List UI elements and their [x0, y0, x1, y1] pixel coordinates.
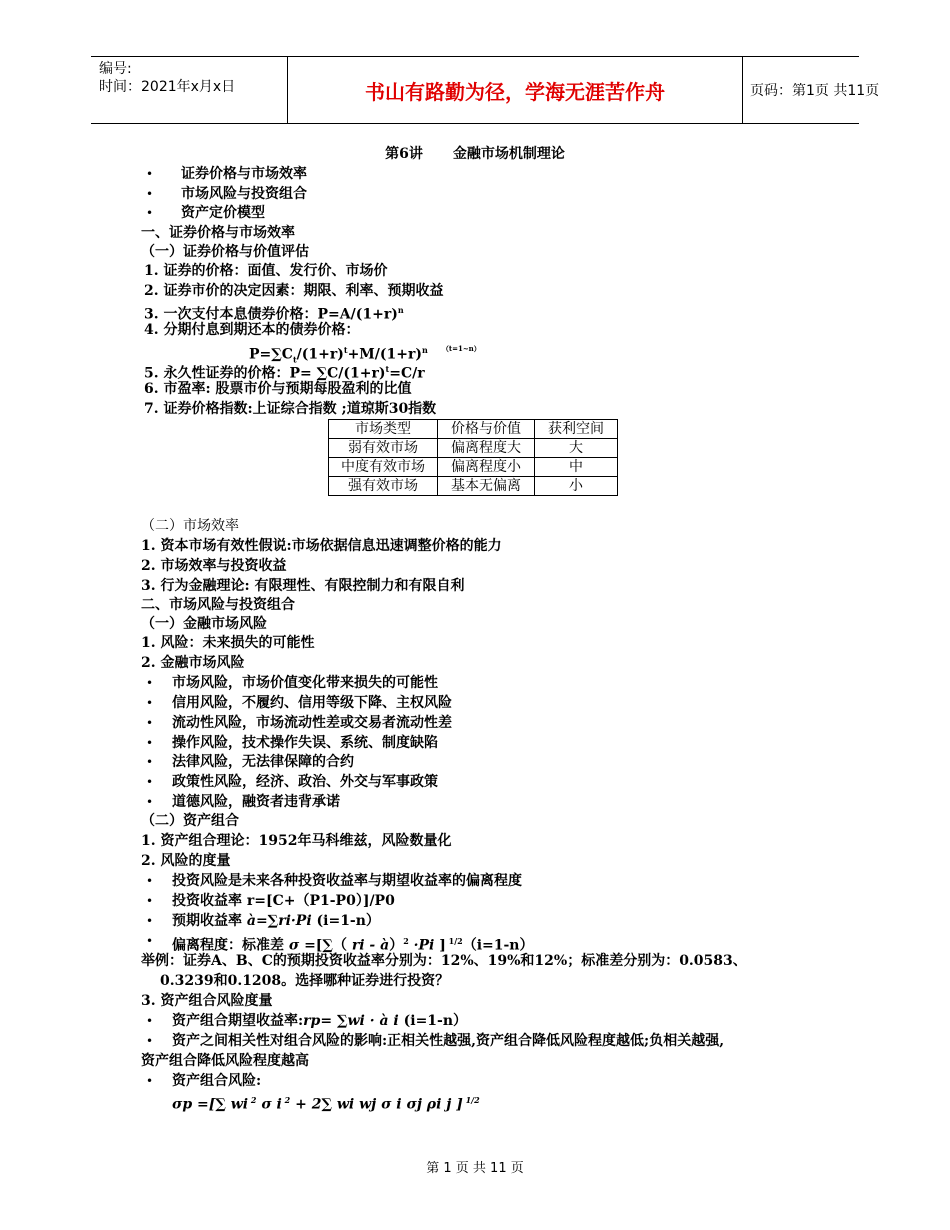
outline-item: 市场风险与投资组合	[181, 186, 307, 202]
table-row	[329, 439, 618, 458]
formula-part: à=∑ri·Pi	[246, 913, 312, 929]
lecture-number: 第6讲	[385, 146, 423, 162]
bullet-icon: •	[146, 755, 154, 769]
page-header	[91, 56, 880, 124]
table-cell: 基本无偏离	[438, 477, 535, 496]
list-item-text: =C/r	[389, 365, 425, 382]
list-item-text: 3. 一次支付本息债券价格：P=A/(1+r)	[144, 306, 398, 323]
formula-part: σ i	[256, 1096, 282, 1113]
list-item: 2. 风险的度量	[141, 853, 231, 869]
formula-part: 偏离程度：标准差	[172, 937, 289, 954]
list-item-text: 5. 永久性证券的价格：P= ∑C/(1+r)	[144, 365, 386, 382]
superscript: 1/2	[462, 1095, 480, 1105]
superscript: t	[385, 364, 390, 374]
subsection-heading: （一）证券价格与价值评估	[141, 244, 309, 260]
doc-time-label: 时间：2021年x月x日	[99, 79, 236, 95]
list-item: 1. 资本市场有效性假说:市场依据信息迅速调整价格的能力	[141, 538, 502, 554]
formula-part: 资产组合期望收益率:	[172, 1013, 304, 1029]
doc-number-label: 编号:	[99, 61, 132, 77]
formula-part: ]	[434, 937, 446, 954]
list-item: 3. 行为金融理论: 有限理性、有限控制力和有限自利	[141, 578, 465, 594]
measure-item: 投资收益率 r=[C+（P1-P0）]/P0	[172, 893, 395, 909]
bullet-icon: •	[146, 934, 154, 948]
superscript: 1/2	[445, 936, 463, 946]
superscript: n	[397, 305, 404, 315]
bullet-icon: •	[146, 795, 154, 809]
formula-range: （t=1~n）	[441, 343, 481, 353]
portfolio-item	[172, 1012, 467, 1030]
bullet-icon: •	[146, 874, 154, 888]
risk-item: 政策性风险，经济、政治、外交与军事政策	[172, 774, 438, 790]
measure-item: 投资风险是未来各种投资收益率与期望收益率的偏离程度	[172, 873, 522, 889]
motto-text: 书山有路勤为径，学海无涯苦作舟	[365, 79, 665, 104]
bullet-icon: •	[146, 676, 154, 690]
risk-item: 信用风险，不履约、信用等级下降、主权风险	[172, 695, 452, 711]
example-text: 举例：证券A、B、C的预期投资收益率分别为：12%、19%和12%；标准差分别为：0.0583、	[141, 953, 747, 969]
formula-part: =[∑（	[299, 937, 352, 954]
table-header-row	[329, 420, 618, 439]
list-item: 2. 金融市场风险	[141, 655, 245, 671]
formula-part: +M/(1+r)	[347, 346, 423, 363]
formula-part: (i=1-n）	[311, 913, 380, 929]
portfolio-item: 资产之间相关性对组合风险的影响:正相关性越强,资产组合降低风险程度越低;负相关越强,	[172, 1033, 725, 1049]
formula-part: σ	[288, 937, 300, 954]
formula-part: 预期收益率	[172, 913, 247, 929]
formula-part: ）	[389, 937, 404, 954]
list-item: 7. 证券价格指数:上证综合指数 ;道琼斯30指数	[144, 401, 437, 417]
table-row	[329, 477, 618, 496]
table-cell: 中	[535, 458, 618, 477]
superscript: n	[422, 345, 428, 355]
header-meta	[91, 57, 287, 123]
bullet-icon: •	[146, 914, 154, 928]
table-cell: 强有效市场	[329, 477, 438, 496]
portfolio-item-continued: 资产组合降低风险程度越高	[141, 1053, 309, 1069]
risk-item: 操作风险，技术操作失误、系统、制度缺陷	[172, 735, 438, 751]
bullet-icon: •	[146, 894, 154, 908]
list-item: 2. 市场效率与投资收益	[141, 558, 287, 574]
subsection-heading: （二）市场效率	[141, 518, 239, 534]
table-header-cell: 价格与价值	[438, 420, 535, 439]
subsection-heading: （一）金融市场风险	[141, 616, 267, 632]
bullet-icon: •	[146, 1074, 154, 1088]
risk-item: 流动性风险，市场流动性差或交易者流动性差	[172, 715, 452, 731]
list-item: 1. 风险：未来损失的可能性	[141, 635, 315, 651]
formula-part: P=∑C	[249, 346, 293, 363]
table-cell: 小	[535, 477, 618, 496]
measure-item	[172, 912, 380, 930]
example-text: 0.3239和0.1208。选择哪种证券进行投资？	[160, 973, 450, 989]
bullet-icon: •	[146, 1014, 154, 1028]
superscript: 2	[281, 1095, 291, 1105]
subsection-heading: （二）资产组合	[141, 813, 239, 829]
bullet-icon: •	[146, 775, 154, 789]
formula-part: σp =[∑ wi	[172, 1096, 249, 1113]
table-header-cell: 获利空间	[535, 420, 618, 439]
outline-item: 证券价格与市场效率	[181, 166, 307, 182]
superscript: 2	[403, 936, 409, 946]
list-item: 1. 资产组合理论：1952年马科维兹，风险数量化	[141, 833, 452, 849]
list-item: 3. 资产组合风险度量	[141, 993, 273, 1009]
bullet-icon: •	[146, 716, 154, 730]
bullet-icon: •	[146, 167, 154, 181]
page-info: 页码：第1页 共11页	[750, 83, 880, 99]
table-cell: 弱有效市场	[329, 439, 438, 458]
risk-item: 市场风险，市场价值变化带来损失的可能性	[172, 675, 438, 691]
table-row	[329, 458, 618, 477]
list-item: 2. 证券市价的决定因素：期限、利率、预期收益	[144, 283, 444, 299]
list-item: 6. 市盈率: 股票市价与预期每股盈利的比值	[144, 381, 412, 397]
superscript: t	[343, 345, 348, 355]
outline-item: 资产定价模型	[181, 205, 265, 221]
header-motto-cell	[287, 57, 743, 123]
table-header-cell: 市场类型	[329, 420, 438, 439]
formula-part: ri - à	[351, 937, 390, 954]
header-page-cell	[742, 57, 880, 123]
table-cell: 偏离程度大	[438, 439, 535, 458]
portfolio-risk-formula	[172, 1091, 480, 1114]
risk-item: 道德风险，融资者违背承诺	[172, 794, 340, 810]
table-cell: 中度有效市场	[329, 458, 438, 477]
portfolio-item: 资产组合风险:	[172, 1073, 262, 1089]
list-item: 4. 分期付息到期还本的债券价格：	[144, 322, 360, 338]
list-item: 1. 证券的价格：面值、发行价、市场价	[144, 263, 388, 279]
bullet-icon: •	[146, 187, 154, 201]
market-efficiency-table	[328, 419, 618, 496]
bullet-icon: •	[146, 696, 154, 710]
table-cell: 大	[535, 439, 618, 458]
lecture-title	[0, 145, 950, 163]
bullet-icon: •	[146, 206, 154, 220]
formula-part: ·Pi	[408, 937, 435, 954]
bullet-icon: •	[146, 1034, 154, 1048]
formula-part: (i=1-n）	[398, 1013, 468, 1029]
bullet-icon: •	[146, 736, 154, 750]
superscript: 2	[248, 1095, 257, 1105]
subscript: t	[292, 354, 297, 365]
table-cell: 偏离程度小	[438, 458, 535, 477]
section-heading: 一、证券价格与市场效率	[141, 225, 295, 241]
formula-part: + 2∑ wi wj σ i σj ρi j ]	[290, 1096, 463, 1113]
formula-part: （i=1-n）	[462, 937, 534, 954]
formula-part: /(1+r)	[296, 346, 344, 363]
formula-part: rp= ∑wi · à i	[303, 1013, 399, 1029]
lecture-topic: 金融市场机制理论	[452, 146, 565, 162]
section-heading: 二、市场风险与投资组合	[141, 597, 295, 613]
page-footer: 第 1 页 共 11 页	[426, 1161, 524, 1176]
risk-item: 法律风险，无法律保障的合约	[172, 754, 354, 770]
